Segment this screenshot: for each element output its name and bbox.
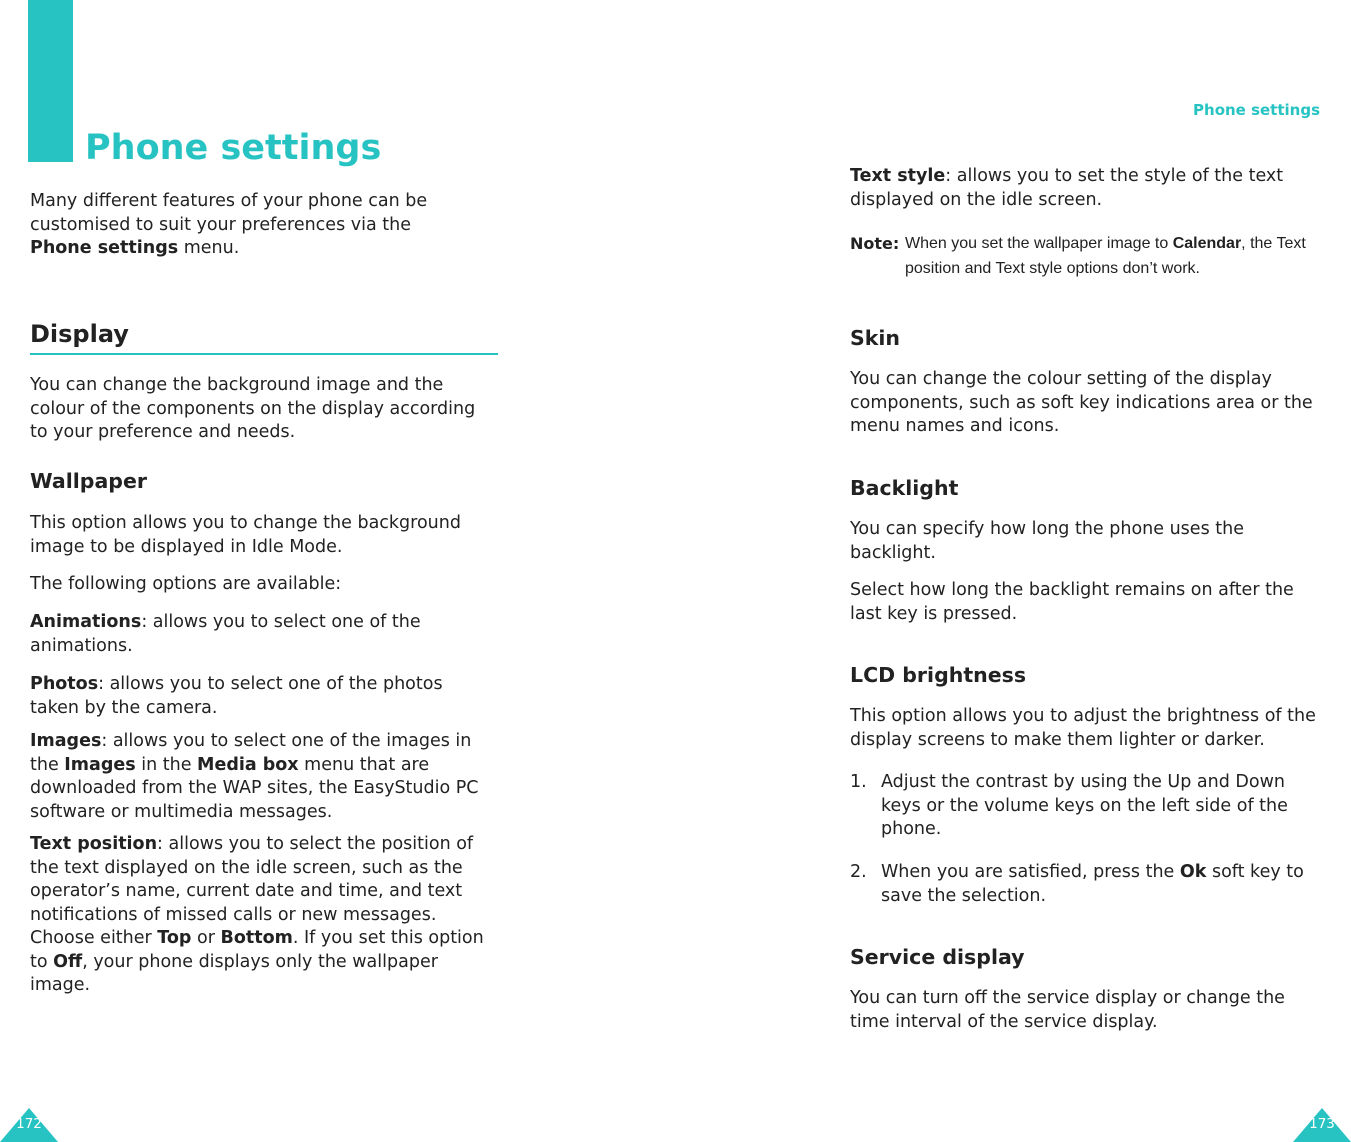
chapter-title: Phone settings [85, 128, 382, 168]
lcd-description: This option allows you to adjust the brightness of the display screens to make them lighter or darker. [850, 706, 1316, 750]
chapter-accent-bar [28, 0, 73, 162]
step-2-number: 2. [850, 862, 867, 882]
option-text-position: Text position: allows you to select the position of the text displayed on the idle screen, such as the operator’s name, current date and time, and text notifications of missed calls or new messages. Choose either Top or Bottom. If you set this option to Off, your phone displays only the wallpaper image. [30, 834, 484, 995]
skin-description: You can change the colour setting of the display components, such as soft key indications area or the menu names and icons. [850, 369, 1313, 436]
intro-paragraph: Many different features of your phone can be customised to suit your preferences via the Phone settings menu. [30, 191, 428, 258]
bold-term: Off [53, 951, 83, 972]
bold-term: Text position [30, 834, 158, 854]
bold-term: Ok [1179, 862, 1207, 882]
subsection-title-service-display: Service display [850, 945, 1025, 969]
option-animations: Animations: allows you to select one of the animations. [30, 612, 421, 656]
subsection-title-skin: Skin [850, 326, 901, 350]
wallpaper-description: This option allows you to change the background image to be displayed in Idle Mode. [30, 513, 461, 557]
option-text-style: Text style: allows you to set the style of the text displayed on the idle screen. [850, 166, 1284, 210]
running-head: Phone settings [1193, 101, 1320, 119]
backlight-instruction: Select how long the backlight remains on after the last key is pressed. [850, 580, 1294, 624]
note-text: When you set the wallpaper image to Calendar, the Text position and Text style options don’t work. [905, 235, 1306, 277]
subsection-title-lcd-brightness: LCD brightness [850, 663, 1027, 687]
subsection-title-backlight: Backlight [850, 476, 959, 500]
backlight-description: You can specify how long the phone uses the backlight. [850, 519, 1244, 563]
section-title-display: Display [30, 318, 498, 355]
bold-term: Bottom [220, 928, 293, 948]
subsection-title-wallpaper: Wallpaper [30, 469, 147, 493]
bold-term: Top [157, 928, 192, 948]
step-2-text: When you are satisfied, press the Ok soft key to save the selection. [881, 862, 1304, 906]
step-1-number: 1. [850, 772, 867, 792]
step-1 [850, 771, 1321, 842]
bold-term: Phone settings [30, 238, 179, 258]
option-photos: Photos: allows you to select one of the photos taken by the camera. [30, 674, 443, 718]
bold-term: Images [30, 731, 102, 751]
note-label: Note: [850, 234, 900, 253]
service-display-description: You can turn off the service display or change the time interval of the service display. [850, 988, 1285, 1032]
option-images: Images: allows you to select one of the images in the Images in the Media box menu that are downloaded from the WAP sites, the EasyStudio PC software or multimedia messages. [30, 731, 479, 822]
page-number-right: 173 [1309, 1116, 1335, 1132]
bold-term: Calendar [1172, 235, 1242, 252]
step-1-text: Adjust the contrast by using the Up and Down keys or the volume keys on the left side of the phone. [881, 772, 1288, 839]
display-description: You can change the background image and the colour of the components on the display according to your preference and needs. [30, 375, 476, 442]
bold-term: Text style [850, 166, 946, 186]
bold-term: Media box [197, 754, 299, 775]
bold-term: Animations [30, 612, 142, 632]
bold-term: Images [64, 754, 136, 775]
page-number-left: 172 [16, 1116, 42, 1132]
options-intro: The following options are available: [30, 574, 342, 594]
step-2 [850, 861, 1326, 908]
bold-term: Photos [30, 674, 99, 694]
right-page [676, 0, 1351, 1142]
